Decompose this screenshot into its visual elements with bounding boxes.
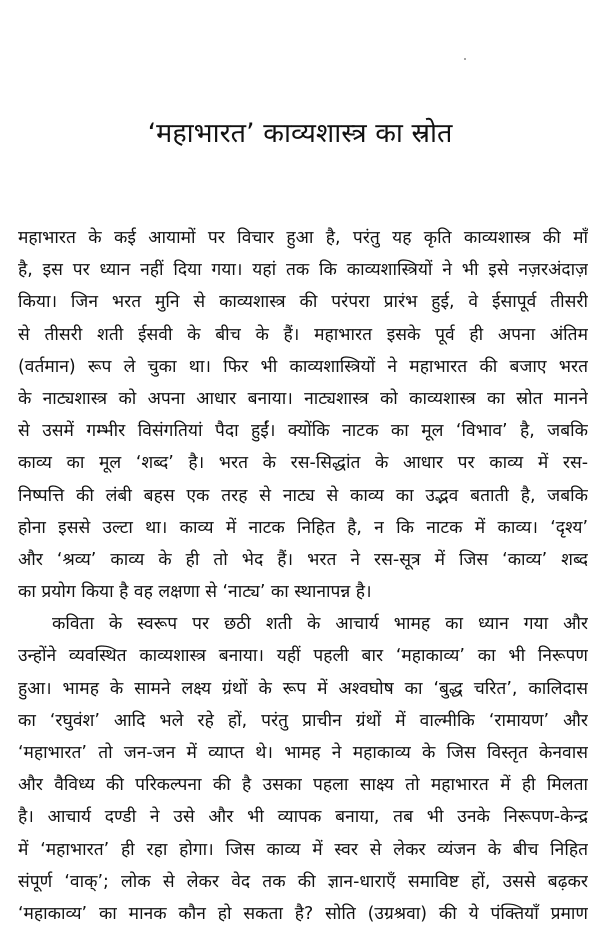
paragraph-2-line: संपूर्ण ‘वाक्’; लोक से लेकर वेद तक की ज्ञान-धाराएँ समाविष्ट हों, उससे बढ़कर: [18, 871, 588, 892]
paragraph-1-line: होना इससे उल्टा था। काव्य में नाटक निहित है, न कि नाटक में काव्य। ‘दृश्य’: [18, 517, 588, 538]
paragraph-1-line: निष्पत्ति की लंबी बहस एक तरह से नाट्य से काव्य का उद्भव बताती है, जबकि: [18, 485, 588, 506]
paragraph-1-line: से तीसरी शती ईसवी के बीच के हैं। महाभारत इसके पूर्व ही अपना अंतिम: [18, 324, 588, 345]
paragraph-1-line: का प्रयोग किया है वह लक्षणा से ‘नाट्य’ का स्थानापन्न है।: [18, 582, 372, 603]
body-text: [18, 222, 588, 930]
paragraph-1-line: से उसमें गम्भीर विसंगतियां पैदा हुईं। क्योंकि नाटक का मूल ‘विभाव’ है, जबकि: [18, 421, 588, 442]
paragraph-1-line: (वर्तमान) रूप ले चुका था। फिर भी काव्यशास्त्रियों ने महाभारत की बजाए भरत: [18, 356, 588, 377]
paragraph-2-line: कविता के स्वरूप पर छठी शती के आचार्य भामह का ध्यान गया और: [52, 614, 588, 635]
paragraph-2-line: हुआ। भामह के सामने लक्ष्य ग्रंथों के रूप में अश्वघोष का ‘बुद्ध चरित’, कालिदास: [18, 678, 588, 699]
paragraph-2-line: ‘महाभारत’ तो जन-जन में व्याप्त थे। भामह ने महाकाव्य के जिस विस्तृत केनवास: [18, 743, 588, 763]
paragraph-1-line: किया। जिन भरत मुनि से काव्यशास्त्र की परंपरा प्रारंभ हुई, वे ईसापूर्व तीसरी: [18, 292, 588, 313]
paragraph-1-line: महाभारत के कई आयामों पर विचार हुआ है, परंतु यह कृति काव्यशास्त्र की माँ: [18, 228, 588, 248]
paragraph-2-line: में ‘महाभारत’ ही रहा होगा। जिस काव्य में स्वर से लेकर व्यंजन के बीच निहित: [18, 839, 588, 860]
scan-speck: [464, 58, 466, 60]
paragraph-2-line: है। आचार्य दण्डी ने उसे और भी व्यापक बनाया, तब भी उनके निरूपण-केन्द्र: [18, 807, 588, 828]
paragraph-1-line: के नाट्यशास्त्र को अपना आधार बनाया। नाट्यशास्त्र को काव्यशास्त्र का स्रोत मानने: [18, 388, 588, 409]
paragraph-1-line: है, इस पर ध्यान नहीं दिया गया। यहां तक कि काव्यशास्त्रियों ने भी इसे नज़रअंदाज़: [18, 260, 588, 281]
paragraph-2-line: का ‘रघुवंश’ आदि भले रहे हों, परंतु प्राचीन ग्रंथों में वाल्मीकि ‘रामायण’ और: [18, 710, 588, 731]
paragraph-2-line: ‘महाकाव्य’ का मानक कौन हो सकता है? सोति (उग्रश्रवा) की ये पंक्तियाँ प्रमाण: [18, 903, 588, 924]
paragraph-1-line: और ‘श्रव्य’ काव्य के ही तो भेद हैं। भरत ने रस-सूत्र में जिस ‘काव्य’ शब्द: [18, 549, 588, 570]
chapter-title: ‘महाभारत’ काव्यशास्त्र का स्रोत: [147, 118, 453, 149]
paragraph-2-line: और वैविध्य की परिकल्पना की है उसका पहला साक्ष्य तो महाभारत में ही मिलता: [18, 775, 588, 796]
paragraph-2-line: उन्होंने व्यवस्थित काव्यशास्त्र बनाया। यहीं पहली बार ‘महाकाव्य’ का भी निरूपण: [18, 646, 588, 667]
paragraph-1-line: काव्य का मूल ‘शब्द’ है। भरत के रस-सिद्धांत के आधार पर काव्य में रस-: [18, 453, 588, 474]
